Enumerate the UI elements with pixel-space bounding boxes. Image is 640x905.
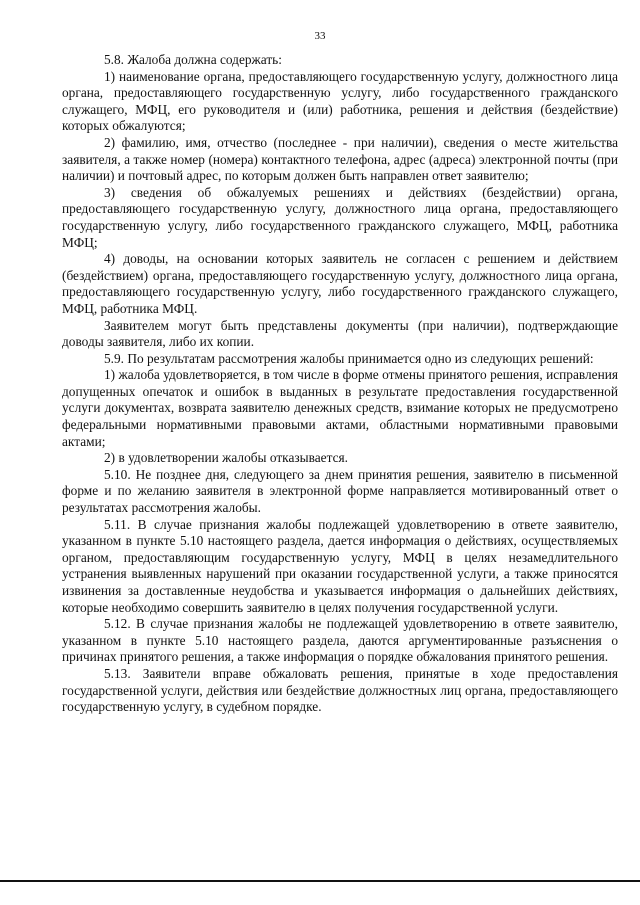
paragraph-5-9: 5.9. По результатам рассмотрения жалобы принимается одно из следующих решений: (104, 350, 594, 366)
paragraph-5-12: 5.12. В случае признания жалобы не подлежащей удовлетворению в ответе заявителю, указанном в пункте 5.10 настоящего раздела, даются аргументированные разъяснения о причинах принятого решения, а также информация о порядке обжалования принятого решения. (62, 616, 618, 665)
paragraph-5-10: 5.10. Не позднее дня, следующего за днем принятия решения, заявителю в письменной форме и по желанию заявителя в электронной форме направляется мотивированный ответ о результатах рассмотрения жалобы. (62, 466, 618, 516)
paragraph-applicant-documents: Заявителем могут быть представлены документы (при наличии), подтверждающие доводы заявителя, либо их копии. (62, 317, 618, 350)
paragraph-5-13: 5.13. Заявители вправе обжаловать решения, принятые в ходе предоставления государственной услуги, действия или бездействие должностных лиц органа, предоставляющего государственную услугу, в судебном порядке. (62, 665, 618, 715)
document-body (62, 52, 618, 716)
paragraph-5-9-item-1: 1) жалоба удовлетворяется, в том числе в форме отмены принятого решения, исправления допущенных опечаток и ошибок в выданных в результате предоставления государственной услуги документах, возврата заявителю денежных средств, взимание которых не предусмотрено федеральными нормативными правовыми актами, областными нормативными правовыми актами; (62, 367, 618, 449)
paragraph-5-8-item-3: 3) сведения об обжалуемых решениях и действиях (бездействии) органа, предоставляющего государственную услугу, должностного лица органа, предоставляющего государственную услугу, либо государственного гражданского служащего, МФЦ, работника МФЦ; (62, 184, 618, 250)
bottom-rule (0, 880, 640, 882)
page-number: 33 (314, 30, 326, 42)
paragraph-5-8: 5.8. Жалоба должна содержать: (104, 52, 282, 67)
paragraph-5-8-item-2: 2) фамилию, имя, отчество (последнее - при наличии), сведения о месте жительства заявителя, а также номер (номера) контактного телефона, адрес (адреса) электронной почты (при наличии) и почтовый адрес, по которым должен быть направлен ответ заявителю; (62, 134, 618, 184)
paragraph-5-8-item-4: 4) доводы, на основании которых заявитель не согласен с решением и действием (бездействием) органа, предоставляющего государственную услугу, должностного лица органа, предоставляющего государственную услугу, либо государственного гражданского служащего, МФЦ, работника МФЦ. (62, 251, 618, 316)
paragraph-5-9-item-2: 2) в удовлетворении жалобы отказывается. (104, 450, 348, 466)
paragraph-5-8-item-1: 1) наименование органа, предоставляющего государственную услугу, должностного лица органа, предоставляющего государственную услугу, либо государственного гражданского служащего, МФЦ, его руководителя и (или) работника, решения и действия (бездействие) которых обжалуются; (62, 68, 618, 134)
paragraph-5-11: 5.11. В случае признания жалобы подлежащей удовлетворению в ответе заявителю, указанном в пункте 5.10 настоящего раздела, дается информация о действиях, осуществляемых органом, предоставляющим государственную услугу, МФЦ в целях незамедлительного устранения выявленных нарушений при оказании государственной услуги, а также приносятся извинения за доставленные неудобства и указывается информация о дальнейших действиях, которые необходимо совершить заявителю в целях получения государственной услуги. (62, 516, 618, 615)
